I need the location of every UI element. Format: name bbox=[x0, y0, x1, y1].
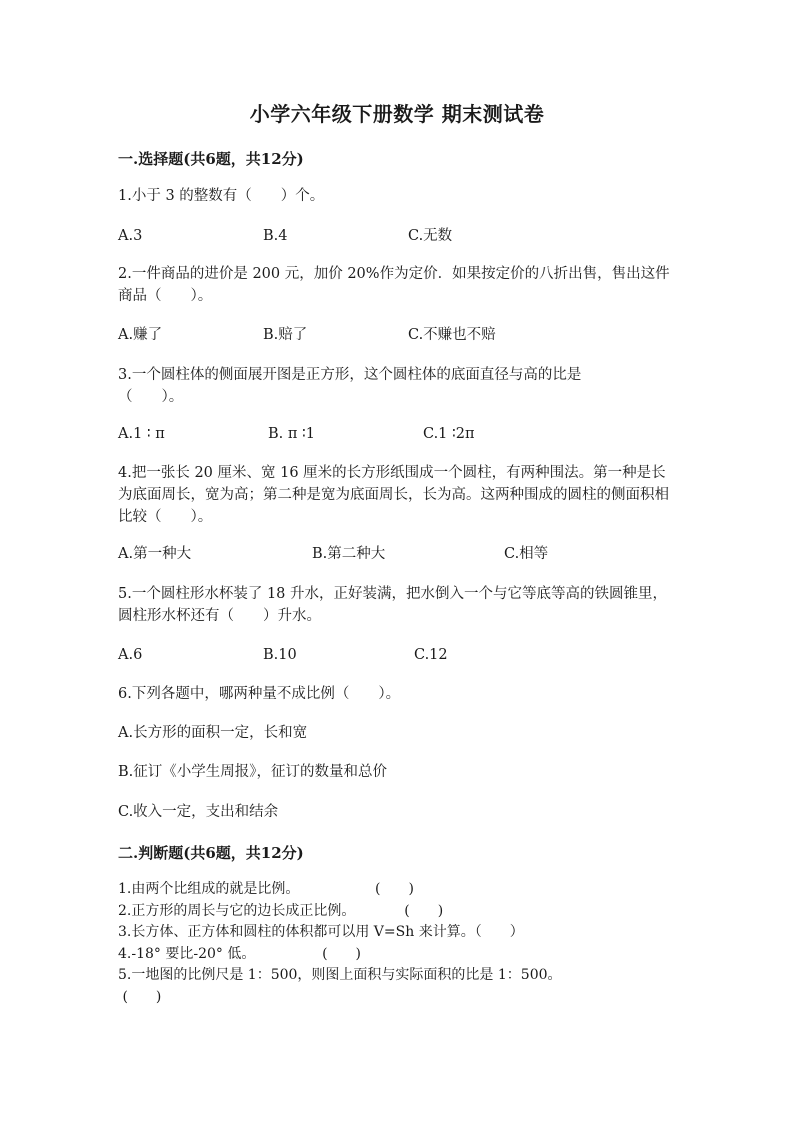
judgement-list bbox=[118, 879, 678, 1008]
question-6-option-c: C.收入一定，支出和结余 bbox=[118, 804, 279, 820]
question-2-option-b: B.赔了 bbox=[263, 327, 308, 343]
judgement-item-5: 5.一地图的比例尺是 1：500，则图上面积与实际面积的比是 1：500。 bbox=[118, 967, 562, 983]
question-1-option-b: B.4 bbox=[263, 228, 288, 244]
question-4-option-a: A.第一种大 bbox=[118, 546, 192, 562]
question-3-option-b: B. π ∶1 bbox=[268, 426, 316, 442]
question-4-stem: 4.把一张长 20 厘米、宽 16 厘米的长方形纸围成一个圆柱，有两种围法。第一种是长为底面周长，宽为高；第二种是宽为底面周长，长为高。这两种围成的圆柱的侧面积相比较（ ）。 bbox=[118, 465, 669, 525]
section-heading-choice: 一.选择题(共6题，共12分) bbox=[118, 150, 304, 168]
judgement-item-4: 4.-18° 要比-20° 低。 ( ) bbox=[118, 945, 362, 962]
question-6-option-a: A.长方形的面积一定，长和宽 bbox=[118, 725, 308, 741]
question-2-stem: 2.一件商品的进价是 200 元，加价 20%作为定价．如果按定价的八折出售，售出这件商品（ ）。 bbox=[118, 266, 670, 304]
judgement-item-3: 3.长方体、正方体和圆柱的体积都可以用 V=Sh 来计算。（ ） bbox=[118, 924, 524, 940]
judgement-item-2: 2.正方形的周长与它的边长成正比例。 ( ) bbox=[118, 902, 444, 919]
page-title: 小学六年级下册数学 期末测试卷 bbox=[249, 102, 545, 126]
question-5-option-a: A.6 bbox=[118, 647, 143, 663]
question-3-stem: 3.一个圆柱体的侧面展开图是正方形，这个圆柱体的底面直径与高的比是（ ）。 bbox=[118, 367, 582, 405]
question-3-option-c: C.1 ∶2π bbox=[423, 426, 475, 442]
question-6-option-b: B.征订《小学生周报》，征订的数量和总价 bbox=[118, 764, 388, 780]
question-2-option-c: C.不赚也不赔 bbox=[408, 327, 496, 343]
question-4-option-b: B.第二种大 bbox=[312, 546, 386, 562]
question-3-option-a: A.1 ∶ π bbox=[118, 426, 165, 442]
question-5-option-b: B.10 bbox=[263, 647, 297, 663]
question-1-option-a: A.3 bbox=[118, 228, 143, 244]
question-1-stem: 1.小于 3 的整数有（ ）个。 bbox=[118, 188, 325, 204]
question-1-option-c: C.无数 bbox=[408, 228, 453, 244]
question-5-stem: 5.一个圆柱形水杯装了 18 升水，正好装满，把水倒入一个与它等底等高的铁圆锥里，圆柱形水杯还有（ ）升水。 bbox=[118, 586, 668, 624]
question-4-option-c: C.相等 bbox=[504, 546, 549, 562]
question-5-option-c: C.12 bbox=[414, 647, 448, 663]
judgement-item-5-blank: ( ) bbox=[118, 988, 162, 1005]
judgement-item-1: 1.由两个比组成的就是比例。 ( ) bbox=[118, 881, 414, 897]
question-2-option-a: A.赚了 bbox=[118, 327, 163, 343]
question-6-stem: 6.下列各题中，哪两种量不成比例（ ）。 bbox=[118, 686, 401, 702]
section-heading-judgement: 二.判断题(共6题，共12分) bbox=[118, 844, 304, 862]
